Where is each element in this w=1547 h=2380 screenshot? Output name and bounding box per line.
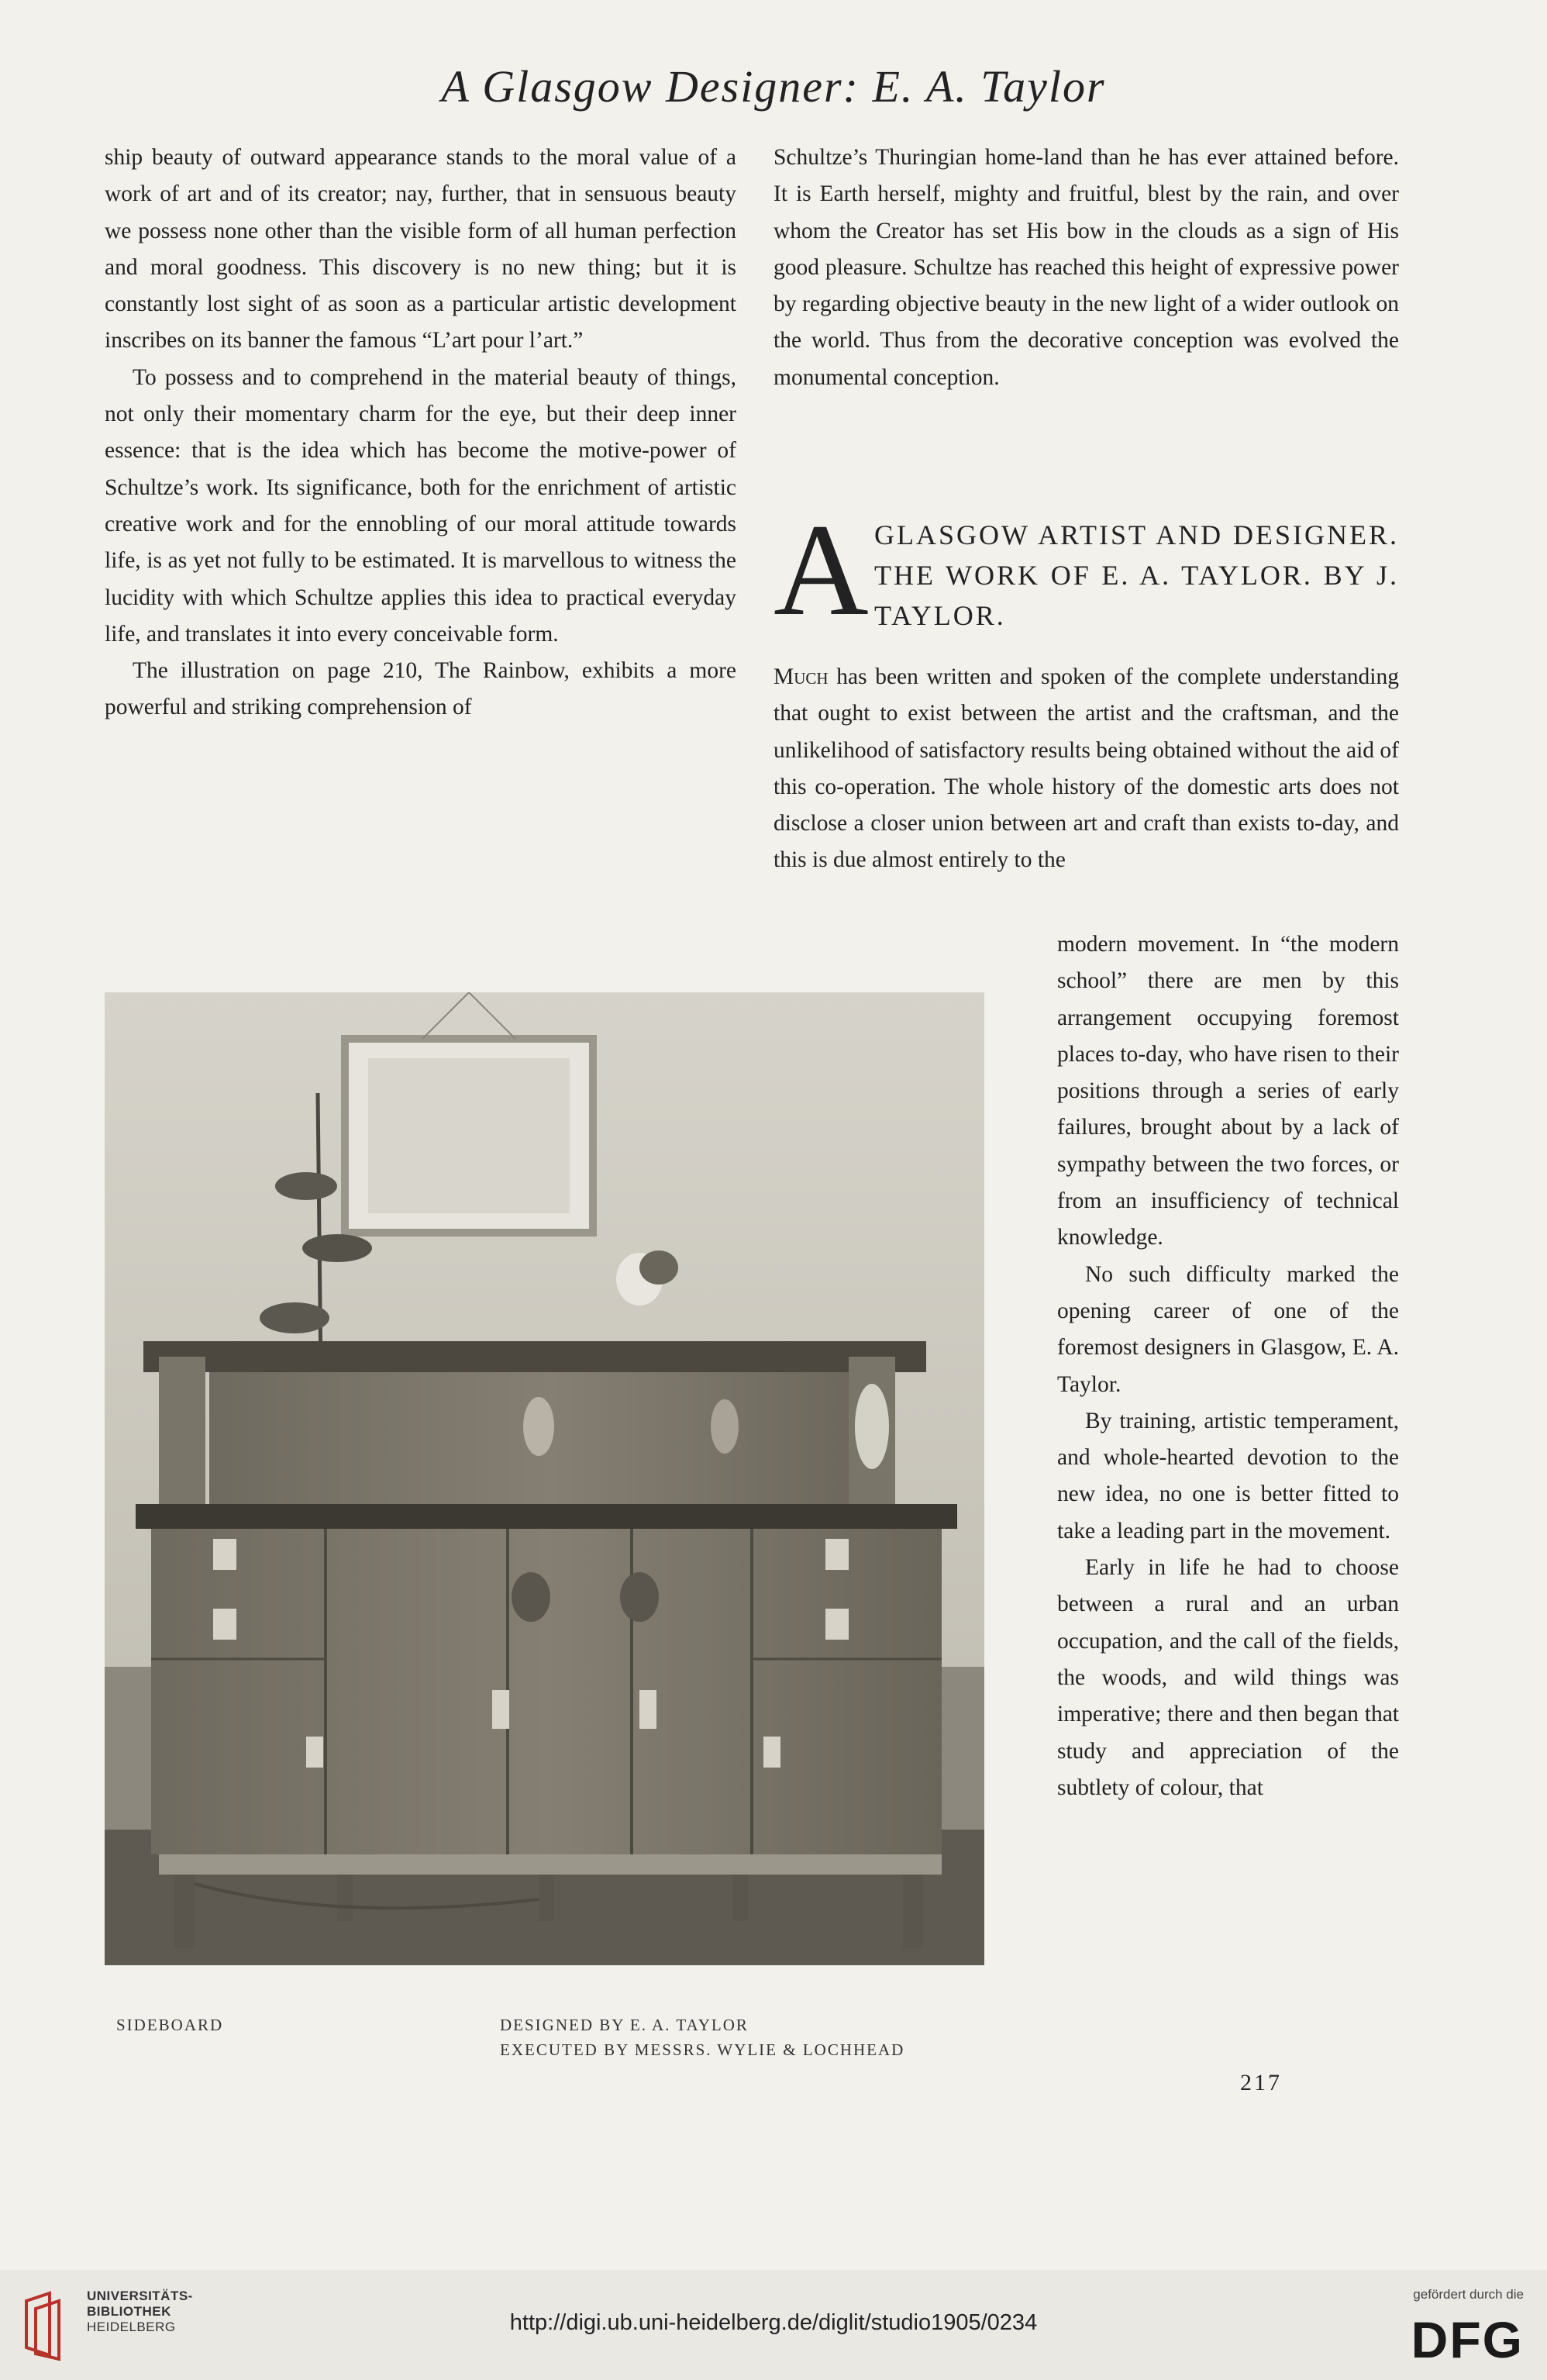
left-paragraph-1: ship beauty of outward appearance stands to the moral value of a work of art and of its creator; nay, further, that in sensuous beauty we possess none other than the visible form of all human perfection and moral goodness. This discovery is no new thing; but it is constantly lost sight of as soon as a particular artistic development inscribes on its banner the famous “L’art pour l’art.” <box>105 145 736 354</box>
library-name-line-1: UNIVERSITÄTS- <box>87 2289 193 2303</box>
left-column <box>105 140 736 726</box>
funding-note: gefördert durch die <box>1413 2287 1524 2302</box>
left-paragraph-2: To possess and to comprehend in the material beauty of things, not only their momentary charm for the eye, but their deep inner essence: that is the idea which has become the motive-power of Schultze’s work. Its significance, both for the enrichment of artistic creative work and for the ennobling of our moral attitude towards life, is as yet not fully to be estimated. It is marvellous to witness the lucidity with which Schultze applies this idea to practical everyday life, and translates it into every conceivable form. <box>105 364 736 647</box>
page-number: 217 <box>1240 2070 1282 2095</box>
heading-text: GLASGOW ARTIST AND DESIGNER. THE WORK OF E. A. TAYLOR. BY J. TAYLOR. <box>874 519 1399 631</box>
digitization-footer <box>0 2270 1547 2380</box>
article-intro <box>774 659 1399 879</box>
figure-caption-designer: DESIGNED BY E. A. TAYLOR <box>500 2016 749 2034</box>
narrow-paragraph-4: Early in life he had to choose between a rural and an urban occupation, and the call of the fields, the woods, and wild things was imperative; there and then began that study and appreciation of the subtlety of colour, that <box>1057 1555 1399 1800</box>
right-column <box>774 140 1399 396</box>
narrow-paragraph-3: By training, artistic temperament, and whole-hearted devotion to the new idea, no one is better fitted to take a leading part in the movement. <box>1057 1408 1399 1544</box>
intro-lead-word: Much <box>774 664 829 689</box>
figure-caption-title: SIDEBOARD <box>116 2016 224 2034</box>
narrow-column <box>1057 926 1399 1806</box>
running-title: A Glasgow Designer: E. A. Taylor <box>441 61 1106 112</box>
library-name-line-3: HEIDELBERG <box>87 2320 176 2334</box>
heading-drop-cap: A <box>774 497 869 643</box>
sideboard-illustration <box>105 992 984 1965</box>
left-paragraph-3: The illustration on page 210, The Rainbow, exhibits a more powerful and striking comprehension of <box>105 658 736 720</box>
intro-paragraph: has been written and spoken of the complete understanding that ought to exist between the artist and the craftsman, and the unlikelihood of satisfactory results being obtained without the aid of this co-operation. The whole history of the domestic arts does not disclose a closer union between art and craft than exists to-day, and this is due almost entirely to the <box>774 664 1399 873</box>
figure-caption-maker: EXECUTED BY MESSRS. WYLIE & LOCHHEAD <box>500 2040 905 2059</box>
narrow-paragraph-2: No such difficulty marked the opening career of one of the foremost designers in Glasgow, E. A. Taylor. <box>1057 1261 1399 1397</box>
sideboard-photograph <box>105 992 984 1965</box>
source-url-link[interactable]: http://digi.ub.uni-heidelberg.de/diglit/studio1905/0234 <box>509 2310 1038 2335</box>
library-name-line-2: BIBLIOTHEK <box>87 2304 171 2319</box>
narrow-paragraph-1: modern movement. In “the modern school” there are men by this arrangement occupying foremost places to-day, who have risen to their positions through a series of early failures, brought about by a lack of sympathy between the two forces, or from an insufficiency of technical knowledge. <box>1057 932 1399 1250</box>
dfg-logo: DFG <box>1411 2311 1524 2368</box>
article-heading <box>774 497 1399 643</box>
right-paragraph-1: Schultze’s Thuringian home-land than he has ever attained before. It is Earth herself, mighty and fruitful, blest by the rain, and over whom the Creator has set His bow in the clouds as a sign of His good pleasure. Schultze has reached this height of expressive power by regarding objective beauty in the new light of a wider outlook on the world. Thus from the decorative conception was evolved the monumental conception. <box>774 145 1399 390</box>
